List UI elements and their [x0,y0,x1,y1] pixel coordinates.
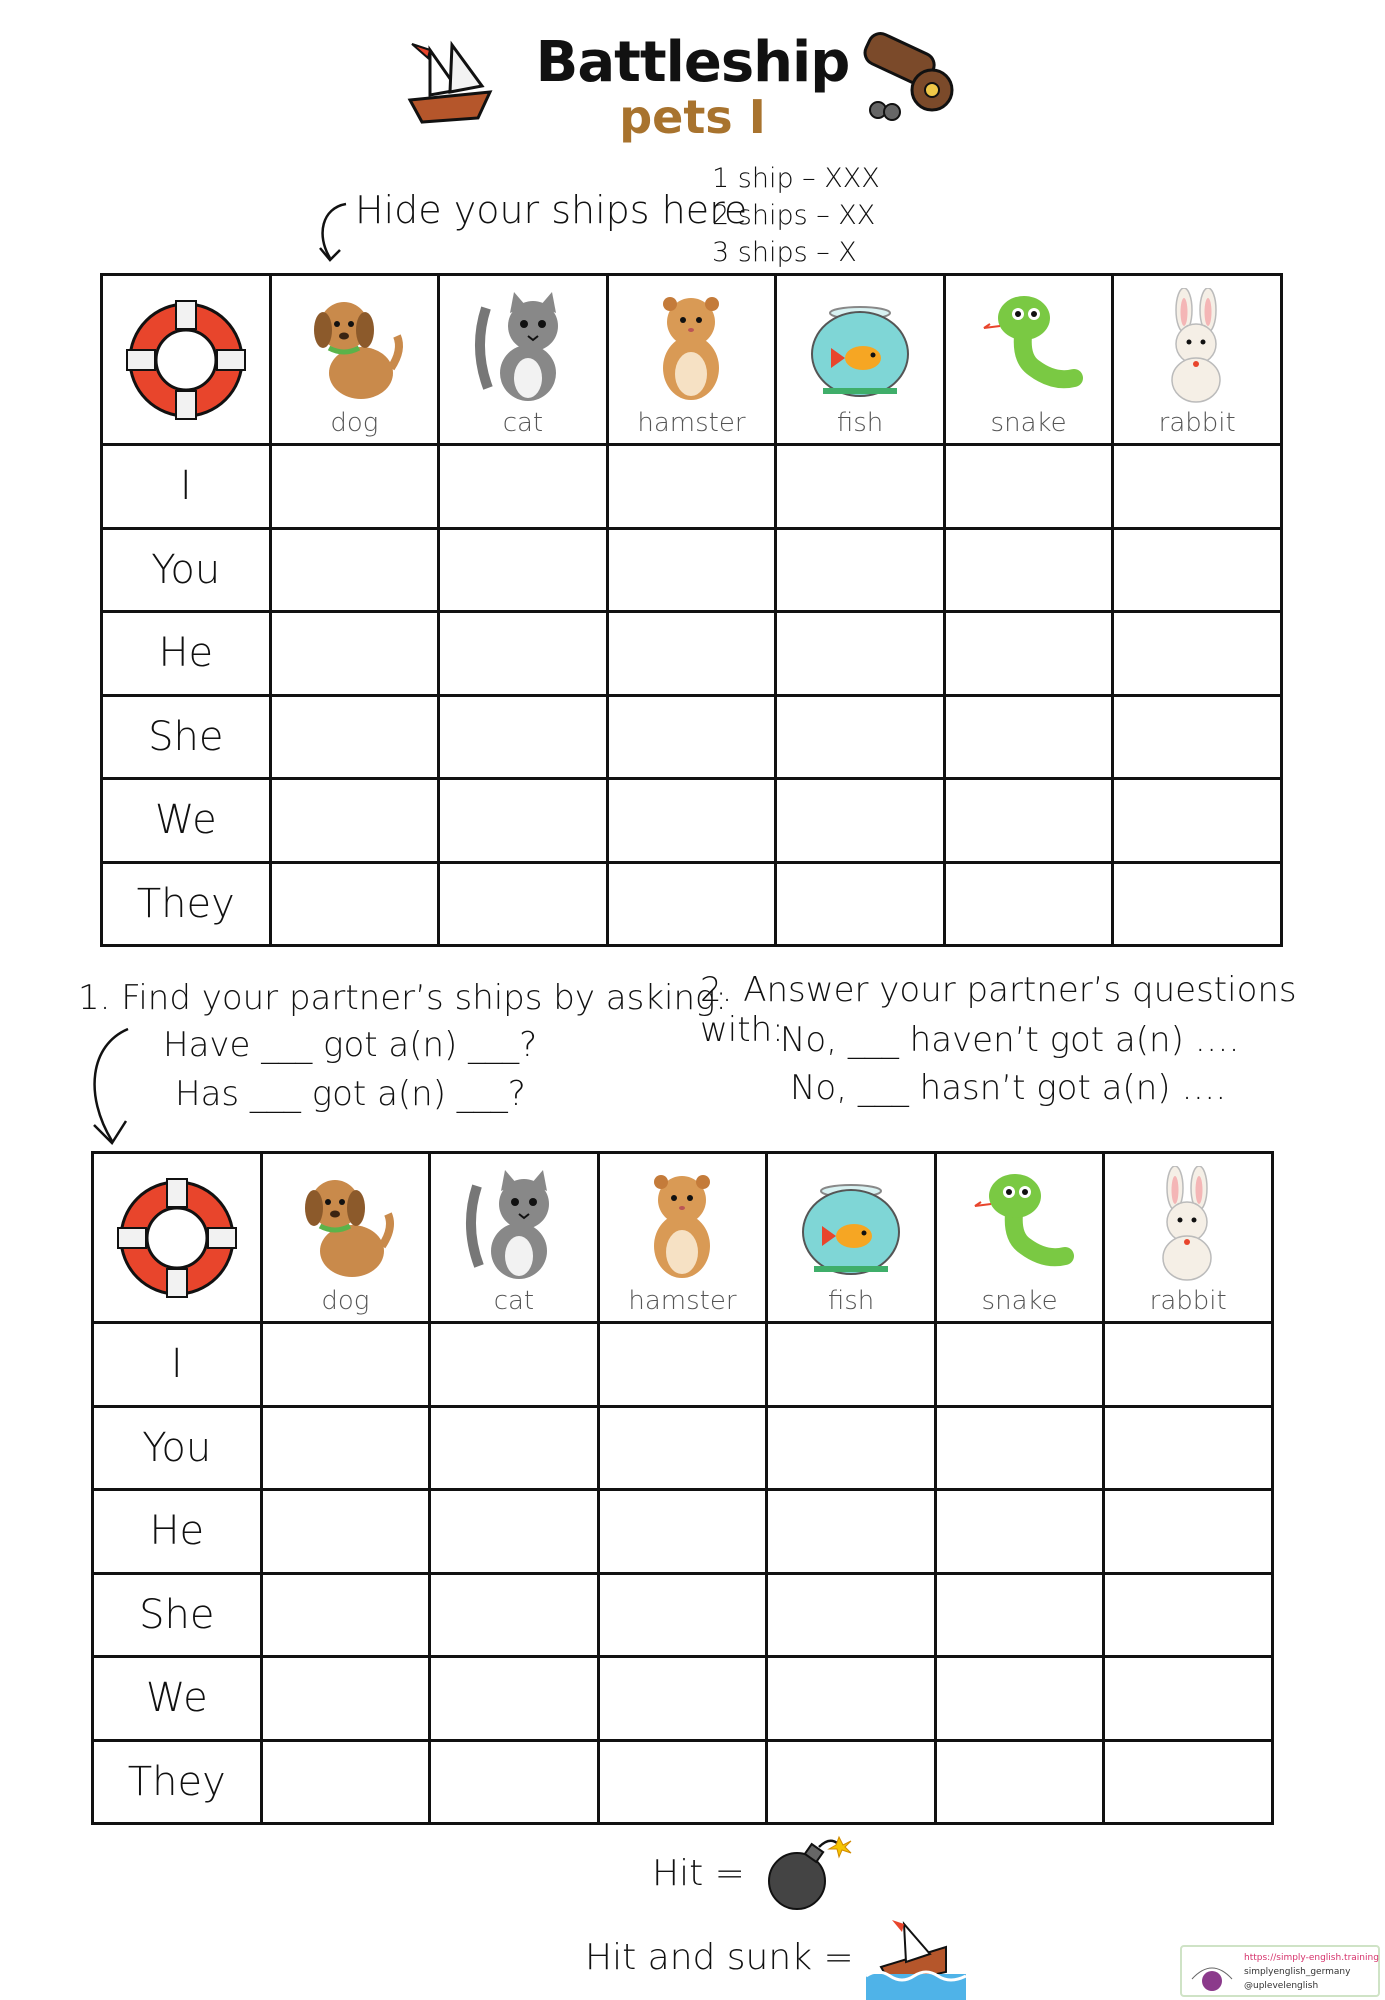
row-label-he: He [93,1490,262,1574]
grid-cell[interactable] [776,779,945,863]
pet-label: snake [981,1285,1058,1316]
row-label-they: They [102,862,271,946]
grid-cell[interactable] [1104,1657,1273,1741]
grid-cell[interactable] [944,779,1113,863]
pet-label: cat [502,407,544,438]
pet-header-cat [439,275,608,445]
fishbowl-icon [796,1166,906,1284]
grid-cell[interactable] [935,1740,1104,1824]
rabbit-icon [1133,1166,1243,1284]
grid-cell[interactable] [776,528,945,612]
pet-header-rabbit [1113,275,1282,445]
grid-cell[interactable] [430,1406,599,1490]
grid-cell[interactable] [270,779,439,863]
answer-hasnt: No, ___ hasn’t got a(n) …. [790,1068,1227,1108]
grid-cell[interactable] [767,1740,936,1824]
pirate-ship-icon [400,30,500,130]
grid-cell[interactable] [1104,1573,1273,1657]
grid-cell[interactable] [1113,445,1282,529]
rabbit-icon [1142,288,1252,406]
grid-cell[interactable] [430,1323,599,1407]
hit-key [652,1833,857,1913]
grid-cell[interactable] [607,445,776,529]
row-label-they: They [93,1740,262,1824]
grid-cell[interactable] [1113,862,1282,946]
pet-label: fish [836,407,884,438]
grid-cell[interactable] [430,1740,599,1824]
legend-line: 3 ships – X [712,237,857,268]
grid-cell[interactable] [776,612,945,696]
pet-header-rabbit [1104,1153,1273,1323]
lifebuoy-cell [102,275,271,445]
grid-cell[interactable] [598,1573,767,1657]
sinking-ship-icon [866,1912,966,2000]
grid-cell[interactable] [261,1323,430,1407]
ship-legend [712,160,880,271]
hamster-icon [636,288,746,406]
grid-cell[interactable] [598,1490,767,1574]
footer-website[interactable]: https://simply-english.training [1244,1953,1379,1963]
grid-cell[interactable] [767,1573,936,1657]
snake-icon [965,1166,1075,1284]
footer-facebook[interactable]: @uplevelenglish [1244,1981,1319,1991]
row-label-she: She [93,1573,262,1657]
grid-cell[interactable] [935,1406,1104,1490]
row-label-we: We [93,1657,262,1741]
bomb-icon [757,1833,857,1913]
grid-cell[interactable] [944,445,1113,529]
pet-header-dog [261,1153,430,1323]
cannon-icon [860,28,970,128]
grid-cell[interactable] [270,528,439,612]
grid-cell[interactable] [1104,1323,1273,1407]
pet-header-fish [767,1153,936,1323]
pet-header-hamster [607,275,776,445]
pet-label: rabbit [1158,407,1236,438]
curved-arrow-icon [308,200,358,265]
grid-cell[interactable] [439,695,608,779]
pet-label: hamster [637,407,746,438]
pet-label: hamster [628,1285,737,1316]
page-subtitle: pets I [619,90,766,144]
grid-cell[interactable] [270,695,439,779]
pet-label: fish [827,1285,875,1316]
ask-question-has: Has ___ got a(n) ___? [175,1074,526,1114]
grid-cell[interactable] [1104,1490,1273,1574]
grid-cell[interactable] [607,695,776,779]
grid-cell[interactable] [767,1657,936,1741]
pet-label: rabbit [1149,1285,1227,1316]
hit-label: Hit = [652,1852,745,1894]
grid-cell[interactable] [439,862,608,946]
row-label-i: I [102,445,271,529]
row-label-he: He [102,612,271,696]
lifebuoy-cell [93,1153,262,1323]
grid-cell[interactable] [1113,695,1282,779]
grid-cell[interactable] [598,1406,767,1490]
pet-label: cat [493,1285,535,1316]
grid-cell[interactable] [776,445,945,529]
pet-header-dog [270,275,439,445]
partner-ships-grid [91,1151,1274,1825]
page-title: Battleship [535,30,850,95]
legend-line: 1 ship – XXX [712,163,880,194]
grid-cell[interactable] [261,1573,430,1657]
grid-cell[interactable] [767,1323,936,1407]
row-label-she: She [102,695,271,779]
grid-cell[interactable] [430,1490,599,1574]
snake-icon [974,288,1084,406]
grid-cell[interactable] [439,612,608,696]
cat-icon [459,1166,569,1284]
grid-cell[interactable] [598,1740,767,1824]
row-label-we: We [102,779,271,863]
hamster-icon [627,1166,737,1284]
my-ships-grid [100,273,1283,947]
grid-cell[interactable] [767,1406,936,1490]
answer-instruction: 2. Answer your partner’s questions with: [700,970,1297,1050]
legend-line: 2 ships – XX [712,200,876,231]
hit-and-sunk-label: Hit and sunk = [585,1936,854,1978]
fishbowl-icon [805,288,915,406]
hide-ships-label: Hide your ships here [355,188,748,232]
pet-label: dog [321,1285,370,1316]
grid-cell[interactable] [607,528,776,612]
ask-instruction: 1. Find your partner’s ships by asking: [78,978,727,1018]
grid-cell[interactable] [607,779,776,863]
grid-cell[interactable] [270,445,439,529]
ask-question-have: Have ___ got a(n) ___? [163,1025,538,1065]
grid-cell[interactable] [944,528,1113,612]
grid-cell[interactable] [944,862,1113,946]
grid-cell[interactable] [1104,1740,1273,1824]
grid-cell[interactable] [270,612,439,696]
cat-icon [468,288,578,406]
grid-cell[interactable] [430,1657,599,1741]
pet-header-snake [935,1153,1104,1323]
grid-cell[interactable] [439,445,608,529]
row-label-you: You [93,1406,262,1490]
grid-cell[interactable] [1113,612,1282,696]
grid-cell[interactable] [598,1323,767,1407]
grid-cell[interactable] [944,612,1113,696]
grid-cell[interactable] [935,1573,1104,1657]
lifebuoy-icon [112,1173,242,1303]
grid-cell[interactable] [439,528,608,612]
grid-cell[interactable] [1104,1406,1273,1490]
hit-and-sunk-key [585,1912,966,2000]
row-label-i: I [93,1323,262,1407]
grid-cell[interactable] [439,779,608,863]
grid-cell[interactable] [935,1323,1104,1407]
grid-cell[interactable] [430,1573,599,1657]
dog-icon [290,1166,400,1284]
grid-cell[interactable] [935,1490,1104,1574]
pet-header-cat [430,1153,599,1323]
grid-cell[interactable] [1113,779,1282,863]
grid-cell[interactable] [1113,528,1282,612]
simply-english-logo-icon [1186,1955,1238,1995]
row-label-you: You [102,528,271,612]
lifebuoy-icon [121,295,251,425]
grid-cell[interactable] [776,862,945,946]
dog-icon [299,288,409,406]
pet-label: dog [330,407,379,438]
pet-header-fish [776,275,945,445]
grid-cell[interactable] [607,862,776,946]
pet-header-snake [944,275,1113,445]
grid-cell[interactable] [935,1657,1104,1741]
footer-instagram[interactable]: simplyenglish_germany [1244,1967,1351,1977]
pet-label: snake [990,407,1067,438]
grid-cell[interactable] [607,612,776,696]
grid-cell[interactable] [270,862,439,946]
grid-cell[interactable] [261,1657,430,1741]
grid-cell[interactable] [944,695,1113,779]
grid-cell[interactable] [261,1740,430,1824]
curved-arrow-icon [80,1025,140,1150]
grid-cell[interactable] [261,1490,430,1574]
grid-cell[interactable] [261,1406,430,1490]
grid-cell[interactable] [598,1657,767,1741]
grid-cell[interactable] [767,1490,936,1574]
answer-havent: No, ___ haven’t got a(n) …. [780,1020,1240,1060]
footer-branding [1180,1945,1380,1997]
pet-header-hamster [598,1153,767,1323]
grid-cell[interactable] [776,695,945,779]
